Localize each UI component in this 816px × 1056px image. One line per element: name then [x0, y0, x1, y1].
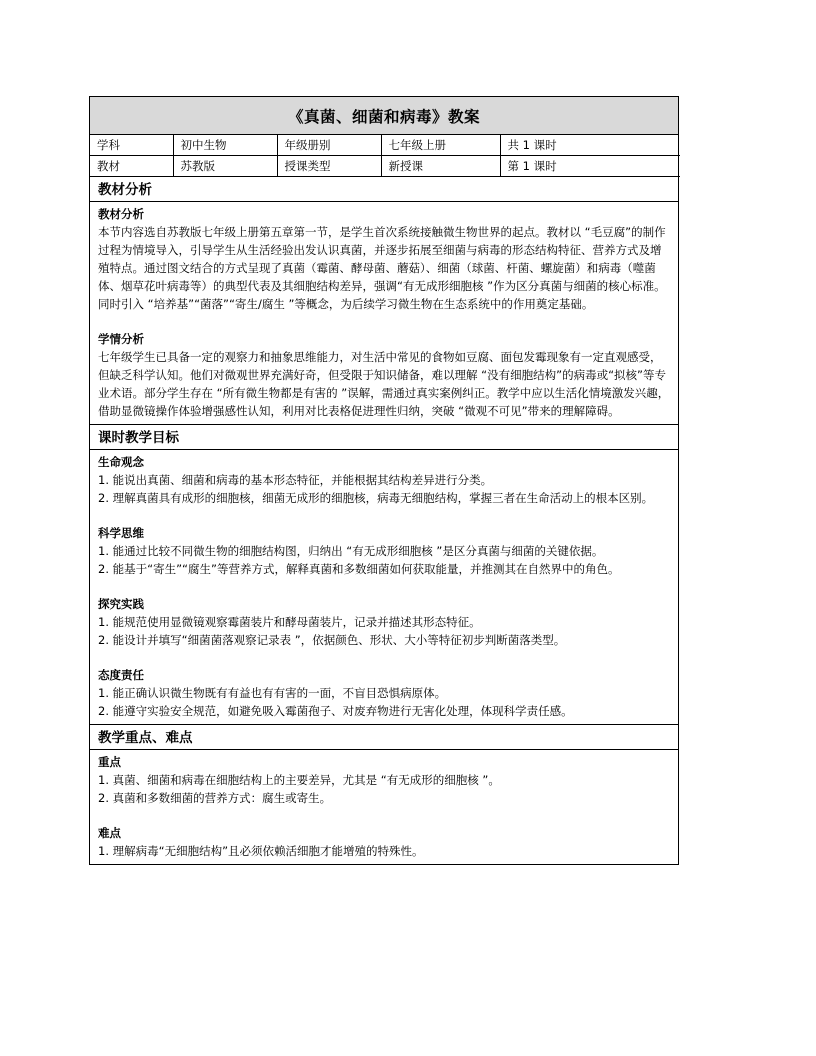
subheading: 重点 — [98, 755, 121, 769]
table-row — [90, 156, 680, 177]
paragraph: 七年级学生已具备一定的观察力和抽象思维能力，对生活中常见的食物如豆腐、面包发霉现象有一定直观感受，但缺乏科学认知。他们对微观世界充满好奇，但受限于知识储备，难以理解 “没有细胞结构”的病毒或“拟核”等专业术语。部分学生存在 “所有微生物都是有害的 ”误解，需通过真实案例纠正。教学中应以生活化情境激发兴趣，借助显微镜操作体验增强感性认知，利用对比表格促进理性归纳，突破 “微观不可见”带来的理解障碍。 — [98, 350, 670, 418]
list-item: 1. 理解病毒“无细胞结构”且必须依赖活细胞才能增殖的特殊性。 — [98, 844, 424, 858]
section-heading-keypoints: 教学重点、难点 — [90, 725, 678, 750]
subheading: 学情分析 — [98, 332, 144, 346]
info-cell: 新授课 — [381, 156, 500, 177]
info-cell: 教材 — [90, 156, 173, 177]
list-item: 1. 真菌、细菌和病毒在细胞结构上的主要差异，尤其是 “有无成形的细胞核 ”。 — [98, 773, 500, 787]
list-item: 1. 能正确认识微生物既有有益也有有害的一面，不盲目恐惧病原体。 — [98, 686, 447, 700]
list-item: 1. 能说出真菌、细菌和病毒的基本形态特征，并能根据其结构差异进行分类。 — [98, 473, 493, 487]
info-cell: 七年级上册 — [381, 135, 500, 156]
info-cell: 苏教版 — [173, 156, 277, 177]
subheading: 生命观念 — [98, 455, 144, 469]
list-item: 2. 真菌和多数细菌的营养方式：腐生或寄生。 — [98, 791, 332, 805]
info-cell: 初中生物 — [173, 135, 277, 156]
section-body-keypoints — [90, 750, 678, 864]
table-row — [90, 135, 680, 156]
list-item: 2. 理解真菌具有成形的细胞核，细菌无成形的细胞核，病毒无细胞结构，掌握三者在生命活动上的根本区别。 — [98, 491, 654, 505]
list-item: 2. 能遵守实验安全规范，如避免吸入霉菌孢子、对废弃物进行无害化处理，体现科学责任感。 — [98, 704, 573, 718]
list-item: 2. 能基于“寄生”“腐生”等营养方式，解释真菌和多数细菌如何获取能量，并推测其在自然界中的角色。 — [98, 562, 620, 576]
section-body-analysis — [90, 202, 678, 425]
info-cell: 授课类型 — [277, 156, 381, 177]
paragraph: 本节内容选自苏教版七年级上册第五章第一节，是学生首次系统接触微生物世界的起点。教材以 “毛豆腐”的制作过程为情境导入，引导学生从生活经验出发认识真菌，并逐步拓展至细菌与病毒的形态结构特征、营养方式及增殖特点。通过图文结合的方式呈现了真菌（霉菌、酵母菌、蘑菇）、细菌（球菌、杆菌、螺旋菌）和病毒（噬菌体、烟草花叶病毒等）的典型代表及其细胞结构差异，强调“有无成形细胞核 ”作为区分真菌与细菌的核心标准。同时引入 “培养基”“菌落”“寄生/腐生 ”等概念，为后续学习微生物在生态系统中的作用奠定基础。 — [98, 225, 666, 311]
info-cell: 第 1 课时 — [500, 156, 680, 177]
section-heading-analysis: 教材分析 — [90, 177, 678, 202]
info-cell: 年级册别 — [277, 135, 381, 156]
info-cell: 共 1 课时 — [500, 135, 680, 156]
subheading: 态度责任 — [98, 668, 144, 682]
subheading: 科学思维 — [98, 526, 144, 540]
lesson-plan-document — [89, 96, 679, 865]
list-item: 1. 能规范使用显微镜观察霉菌装片和酵母菌装片，记录并描述其形态特征。 — [98, 615, 481, 629]
subheading: 探究实践 — [98, 597, 144, 611]
list-item: 1. 能通过比较不同微生物的细胞结构图，归纳出 “有无成形细胞核 ”是区分真菌与细菌的关键依据。 — [98, 544, 604, 558]
subheading: 教材分析 — [98, 207, 144, 221]
subheading: 难点 — [98, 826, 121, 840]
section-body-goals — [90, 450, 678, 725]
info-cell: 学科 — [90, 135, 173, 156]
document-title: 《真菌、细菌和病毒》教案 — [90, 97, 678, 135]
info-table — [90, 135, 680, 177]
section-heading-goals: 课时教学目标 — [90, 425, 678, 450]
list-item: 2. 能设计并填写“细菌菌落观察记录表 ”，依据颜色、形状、大小等特征初步判断菌落类型。 — [98, 633, 566, 647]
